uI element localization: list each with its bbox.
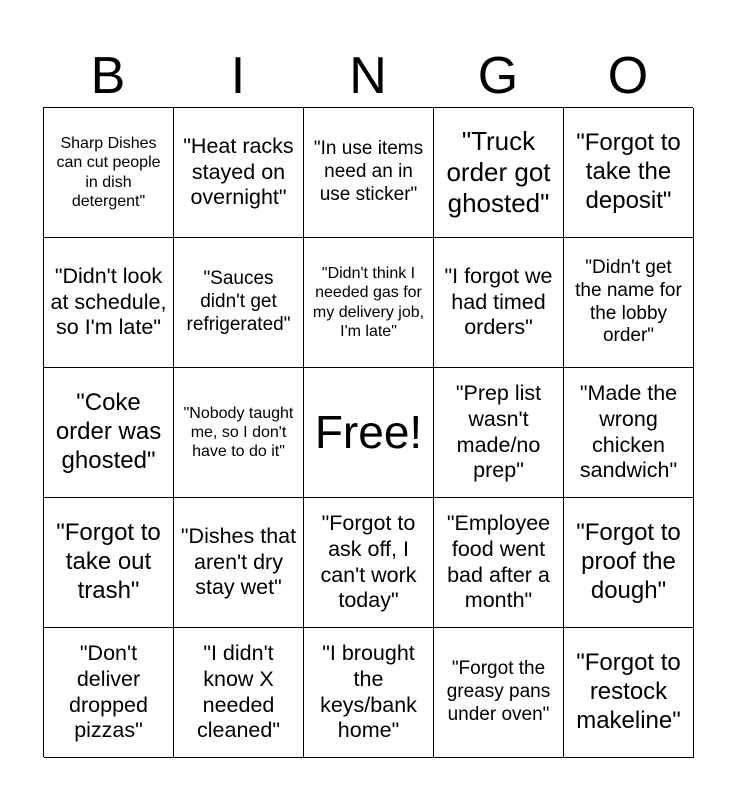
header-letter-b: B — [90, 47, 126, 105]
bingo-cell-r1c4[interactable] — [434, 108, 564, 238]
header-letter-n: N — [349, 47, 387, 105]
cell-text: "Employee food went bad after a month" — [446, 510, 551, 613]
cell-text: "Heat racks stayed on overnight" — [183, 133, 294, 210]
bingo-cell-r4c1[interactable] — [44, 498, 174, 628]
cell-text: "Didn't look at schedule, so I'm late" — [50, 263, 167, 340]
bingo-cell-r2c2[interactable] — [174, 238, 304, 368]
bingo-cell-r2c4[interactable] — [434, 238, 564, 368]
bingo-cell-r2c5[interactable] — [564, 238, 694, 368]
bingo-cell-r1c1[interactable] — [44, 108, 174, 238]
cell-text: "Truck order got ghosted" — [446, 125, 551, 219]
bingo-cell-r5c3[interactable] — [304, 628, 434, 758]
cell-text: "I brought the keys/bank home" — [320, 640, 417, 743]
bingo-cell-free[interactable] — [304, 368, 434, 498]
cell-text: "In use items need an in use sticker" — [313, 138, 424, 205]
cell-text: "Nobody taught me, so I don't have to do it" — [183, 404, 294, 461]
header-letter-o: O — [607, 47, 649, 105]
cell-text: "Forgot to proof the dough" — [576, 519, 681, 604]
bingo-cell-r3c4[interactable] — [434, 368, 564, 498]
cell-text: "Forgot to take out trash" — [56, 519, 161, 604]
cell-text: "Dishes that aren't dry stay wet" — [180, 523, 297, 600]
cell-text: "Sauces didn't get refrigerated" — [186, 268, 291, 335]
bingo-header — [43, 44, 693, 108]
cell-text: "Forgot to restock makeline" — [576, 649, 681, 734]
bingo-cell-r1c5[interactable] — [564, 108, 694, 238]
bingo-grid — [43, 107, 693, 757]
cell-text: "Didn't think I needed gas for my delivery job, I'm late" — [312, 265, 425, 340]
cell-text: "Didn't get the name for the lobby order" — [575, 256, 682, 347]
bingo-cell-r1c2[interactable] — [174, 108, 304, 238]
bingo-cell-r5c1[interactable] — [44, 628, 174, 758]
header-letter-g: G — [477, 47, 519, 105]
bingo-cell-r4c3[interactable] — [304, 498, 434, 628]
cell-text: "Forgot the greasy pans under oven" — [446, 658, 551, 725]
cell-text: "Coke order was ghosted" — [55, 389, 162, 474]
cell-text: "I forgot we had timed orders" — [444, 263, 553, 340]
header-letter-i: I — [230, 47, 246, 105]
bingo-cell-r2c3[interactable] — [304, 238, 434, 368]
bingo-cell-r3c2[interactable] — [174, 368, 304, 498]
free-space-text: Free! — [314, 405, 423, 458]
cell-text: "Forgot to ask off, I can't work today" — [320, 510, 417, 613]
bingo-cell-r5c5[interactable] — [564, 628, 694, 758]
bingo-cell-r2c1[interactable] — [44, 238, 174, 368]
bingo-cell-r3c1[interactable] — [44, 368, 174, 498]
bingo-cell-r4c4[interactable] — [434, 498, 564, 628]
bingo-cell-r5c4[interactable] — [434, 628, 564, 758]
cell-text: "Don't deliver dropped pizzas" — [69, 640, 148, 743]
bingo-cell-r4c2[interactable] — [174, 498, 304, 628]
cell-text: "Made the wrong chicken sandwich" — [579, 380, 678, 483]
bingo-cell-r5c2[interactable] — [174, 628, 304, 758]
bingo-cell-r3c5[interactable] — [564, 368, 694, 498]
bingo-cell-r1c3[interactable] — [304, 108, 434, 238]
cell-text: Sharp Dishes can cut people in dish detergent" — [56, 135, 161, 210]
cell-text: "I didn't know X needed cleaned" — [197, 640, 280, 743]
cell-text: "Forgot to take the deposit" — [576, 129, 681, 214]
cell-text: "Prep list wasn't made/no prep" — [455, 380, 542, 483]
bingo-cell-r4c5[interactable] — [564, 498, 694, 628]
